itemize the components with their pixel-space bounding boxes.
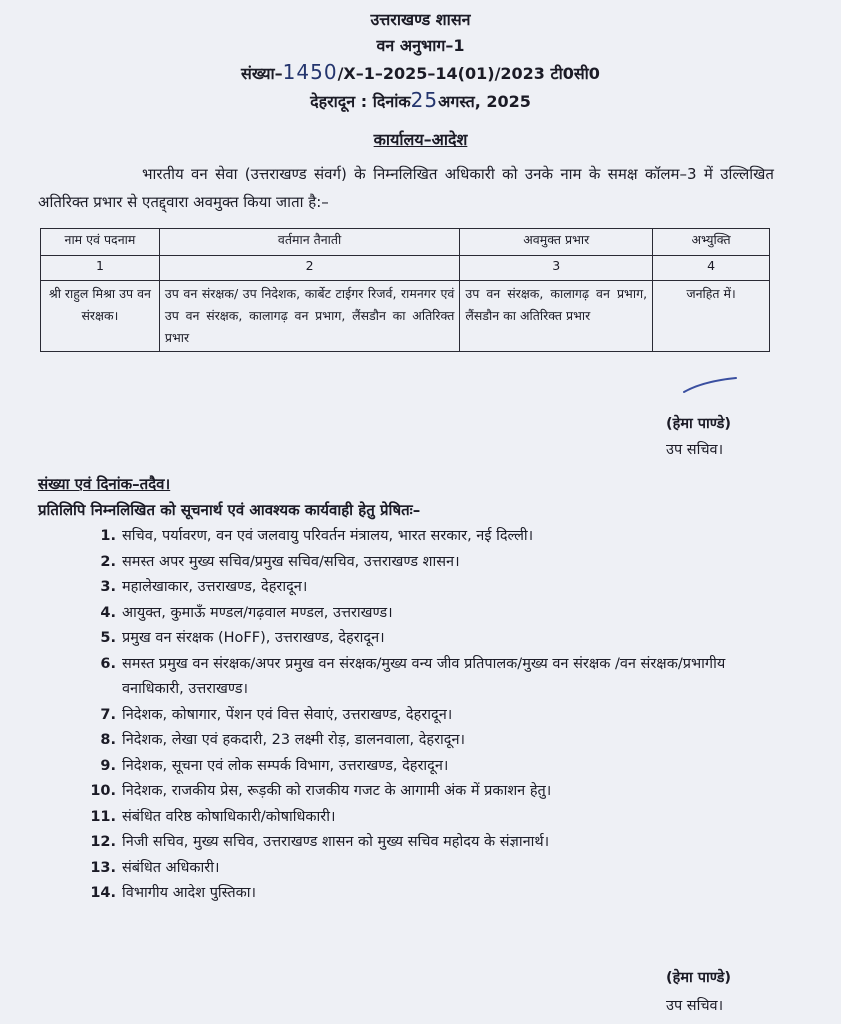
order-date-handwritten: 25 — [410, 88, 439, 112]
government-name: उत्तराखण्ड शासन — [370, 10, 471, 29]
list-item — [90, 575, 790, 601]
order-date-prefix: देहरादून : दिनांक — [310, 92, 411, 111]
list-item — [90, 779, 790, 805]
list-item-text: निदेशक, कोषागार, पेंशन एवं वित्त सेवाएं, उत्तराखण्ड, देहरादून। — [122, 706, 453, 723]
signatory-designation: उप सचिव। — [666, 442, 724, 458]
column-number: 4 — [653, 256, 770, 281]
intro-paragraph: भारतीय वन सेवा (उत्तराखण्ड संवर्ग) के निम्नलिखित अधिकारी को उनके नाम के समक्ष कॉलम–3 में उल्लिखित अतिरिक्त प्रभार से एतद्द्वारा अवमुक्त किया जाता है:– — [38, 165, 774, 211]
list-item-number: 2. — [100, 553, 116, 570]
list-item-number: 10. — [90, 783, 116, 799]
list-item — [90, 728, 790, 754]
order-date — [0, 88, 841, 112]
list-item — [90, 652, 790, 703]
list-item — [90, 703, 790, 729]
list-item-text: संबंधित वरिष्ठ कोषाधिकारी/कोषाधिकारी। — [122, 808, 336, 825]
relieved-charge-cell: उप वन संरक्षक, कालागढ़ वन प्रभाग, लैंसडौन का अतिरिक्त प्रभार — [460, 281, 653, 352]
list-item-number: 8. — [100, 732, 116, 748]
list-item-number: 12. — [90, 834, 116, 850]
list-item-number: 6. — [100, 655, 116, 672]
column-number: 2 — [159, 256, 460, 281]
current-posting-cell: उप वन संरक्षक/ उप निदेशक, कार्बेट टाईगर रिजर्व, रामनगर एवं उप वन संरक्षक, कालागढ़ वन प्रभाग, लैंसडौन का अतिरिक्त प्रभार — [159, 281, 460, 352]
list-item-number: 9. — [100, 757, 116, 774]
order-number-handwritten: 1450 — [282, 60, 338, 84]
officer-table — [40, 228, 770, 352]
signatory-name: (हेमा पाण्डे) — [666, 416, 732, 432]
list-item — [90, 601, 790, 627]
signatory-name-bottom: (हेमा पाण्डे) — [666, 970, 732, 986]
list-item-text: निदेशक, लेखा एवं हकदारी, 23 लक्ष्मी रोड़, डालनवाला, देहरादून। — [122, 732, 466, 748]
list-item-number: 1. — [100, 528, 116, 544]
list-item — [90, 830, 790, 856]
list-item — [90, 524, 790, 550]
header-name-designation: नाम एवं पदनाम — [41, 229, 160, 256]
remarks-cell: जनहित में। — [653, 281, 770, 352]
list-item-text: निदेशक, राजकीय प्रेस, रूड़की को राजकीय गजट के आगामी अंक में प्रकाशन हेतु। — [122, 783, 552, 799]
header-remarks: अभ्युक्ति — [653, 229, 770, 256]
header-relieved-charge: अवमुक्त प्रभार — [460, 229, 653, 256]
list-item-text: प्रमुख वन संरक्षक (HoFF), उत्तराखण्ड, देहरादून। — [122, 630, 385, 646]
same-number-date-line: संख्या एवं दिनांक–तदैव। — [38, 475, 171, 493]
list-item-number: 3. — [100, 579, 116, 595]
list-item-number: 4. — [100, 604, 116, 621]
list-item-text: निजी सचिव, मुख्य सचिव, उत्तराखण्ड शासन को मुख्य सचिव महोदय के संज्ञानार्थ। — [122, 834, 550, 850]
order-number-suffix: /X–1–2025–14(01)/2023 टी0सी0 — [337, 64, 600, 83]
signatory-designation-bottom: उप सचिव। — [666, 998, 724, 1014]
list-item — [90, 856, 790, 882]
header-current-posting: वर्तमान तैनाती — [159, 229, 460, 256]
list-item-text: समस्त प्रमुख वन संरक्षक/अपर प्रमुख वन संरक्षक/मुख्य वन्य जीव प्रतिपालक/मुख्य वन संरक्षक /वन संरक्षक/प्रभागीय वनाधिकारी, उत्तराखण्ड। — [122, 655, 726, 697]
list-item — [90, 881, 790, 907]
column-number: 3 — [460, 256, 653, 281]
table-row — [41, 281, 770, 352]
list-item-number: 13. — [90, 859, 116, 876]
list-item — [90, 805, 790, 831]
list-item-text: निदेशक, सूचना एवं लोक सम्पर्क विभाग, उत्तराखण्ड, देहरादून। — [122, 757, 449, 774]
list-item-text: सचिव, पर्यावरण, वन एवं जलवायु परिवर्तन मंत्रालय, भारत सरकार, नई दिल्ली। — [122, 528, 534, 544]
signature-mark — [680, 374, 740, 398]
table-header-row — [41, 229, 770, 256]
list-item-text: महालेखाकार, उत्तराखण्ड, देहरादून। — [122, 579, 308, 595]
officer-name-cell: श्री राहुल मिश्रा उप वन संरक्षक। — [41, 281, 160, 352]
order-number-prefix: संख्या– — [241, 64, 283, 83]
list-item-text: विभागीय आदेश पुस्तिका। — [122, 885, 256, 901]
list-item-text: समस्त अपर मुख्य सचिव/प्रमुख सचिव/सचिव, उत्तराखण्ड शासन। — [122, 553, 460, 570]
list-item-number: 11. — [90, 808, 116, 825]
order-number — [0, 60, 841, 84]
list-item — [90, 550, 790, 576]
list-item-text: संबंधित अधिकारी। — [122, 859, 220, 876]
list-item-number: 14. — [90, 885, 116, 901]
order-title: कार्यालय–आदेश — [373, 130, 468, 149]
section-name: वन अनुभाग–1 — [376, 36, 465, 55]
order-date-suffix: अगस्त, 2025 — [438, 92, 531, 111]
table-column-number-row — [41, 256, 770, 281]
list-item-number: 5. — [100, 630, 116, 646]
column-number: 1 — [41, 256, 160, 281]
list-item-text: आयुक्त, कुमाऊँ मण्डल/गढ़वाल मण्डल, उत्तराखण्ड। — [122, 604, 393, 621]
list-item — [90, 626, 790, 652]
list-item — [90, 754, 790, 780]
copy-to-heading: प्रतिलिपि निम्नलिखित को सूचनार्थ एवं आवश्यक कार्यवाही हेतु प्रेषितः– — [38, 501, 421, 519]
copy-recipients-list — [90, 524, 790, 907]
list-item-number: 7. — [100, 706, 116, 723]
